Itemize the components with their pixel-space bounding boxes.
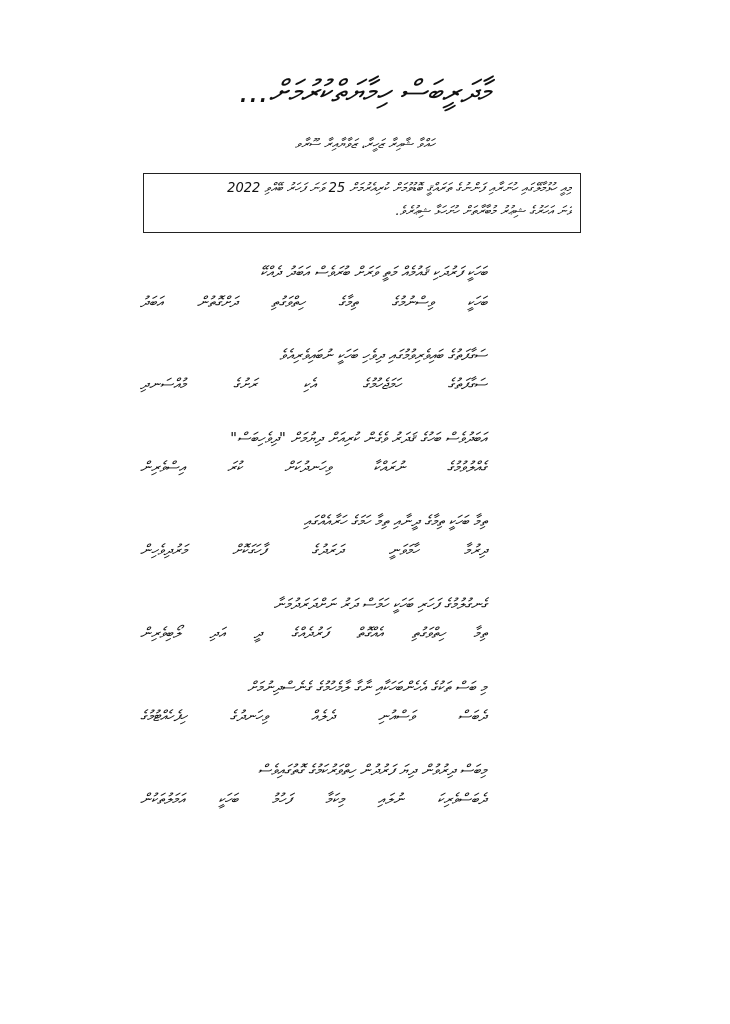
stanza-4-line-1: ތިމާ ބަހަކީ ތިމާގެ ދީނާއި ތިމާ ހަމަގެ ހަރާއެއްގައި: [303, 512, 487, 530]
stanza-1-line-1: ބަހަކީ ފަރުދަކި ޤައުމެއް މަތީ ވަރަށް ބުރަވެސް އަބަދު ދެއްކޭ: [260, 263, 487, 281]
stanza-5-line-2: ތިމާ ހިތްވަގުތި އެއްގޮތް ފަރުދެއްގެ ދީ އަދި ލޯބިވެރިން: [140, 624, 487, 642]
stanza-1-line-2: ބަހަކީ ވިސްނުމުގެ ތިމާގެ ހިތްވަގުތި ދަށްގޮތުން އަބަދު: [140, 293, 487, 311]
submission-note-line-2: ވަނަ އަހަރުގެ ޝިޢުރު މުބާރާތަށް ހުށަހަޅާ ޝިޢުރެވެ.: [395, 204, 572, 219]
submission-note-box: [143, 173, 581, 233]
submission-note-line-1: މިއީ ހުޅުމާލޭގައި ހުނަރާއި ފަންނުގެ ތަރައްޤީ ބޮޑުވުމަށް ކުރިއެރުމަށް 25 ވަނަ ފަހަރު ބޭއްވި 2022: [227, 181, 572, 196]
poem-title: މާދަރީބަސް ހިމާޔަތްކުރުމަށް...: [239, 74, 491, 110]
stanza-6-line-2: ދެބަސް ވަސްއުނި ދެލެއް ވިހަނދުގެ ހިފެހެއްޓުމުގެ: [140, 707, 487, 725]
stanza-3-line-2: ގެއްލުވުމުގެ ނުރައްކާ ވިހަނދުކަށް ކުރަ އިސްވެރިން: [140, 458, 487, 476]
stanza-5-line-1: ގެނގުލުމުގެ ފަހަރި ބަހަކީ ހަމަސް ދަރު ނަށްދަރަދުމަނާ: [273, 595, 487, 613]
stanza-6-line-1: މި ބަސް ތަކުގެ އެހެންބަހަކާއި ނާގާ ލާމެހުމުގެ ގެނެސްދިނުމަށް: [247, 678, 487, 696]
stanza-7-line-1: މިބަސް ދިރުވުން ދިޔަ ފަރުދުން ހިތްވަރުކަމުގެ ގޮތުގައިވެސް: [257, 761, 487, 779]
stanza-7-line-2: ދެބަސްވެރިކަ ނުލައި މިކަމާ ފަހުމު ބަހަކީ އަމަލުތަކުން: [140, 790, 487, 808]
stanza-4-line-2: ދިރުމާ ހާމަވަނީ ދަރަދުގެ ފާހަގަކޮށް މަރުދިވެހިން: [140, 541, 487, 559]
stanza-2-line-2: ސަގާފަތުގެ ހަމަޖެހުމުގެ އެކި ރަށުގެ މުއްސަނދި: [140, 375, 487, 393]
stanza-2-line-1: ސަގާފަތުގެ ބައިވެރިވުމުގައި ދިވެހި ބަހަކީ ނުބައިވެރިއެވެ: [279, 346, 487, 364]
stanza-3-line-1: އަބަދުވެސް ބަހުގެ ޤަދަރު ވެގެން ކުރިއަށް ދިޔުމަށް "ދިވެހިބަސް": [230, 429, 487, 447]
author-byline: ހައްވާ ޝާއިރާ ޒަހީރާ، ޒަވާޔާއިރާ ސޫރާވ: [294, 137, 436, 152]
